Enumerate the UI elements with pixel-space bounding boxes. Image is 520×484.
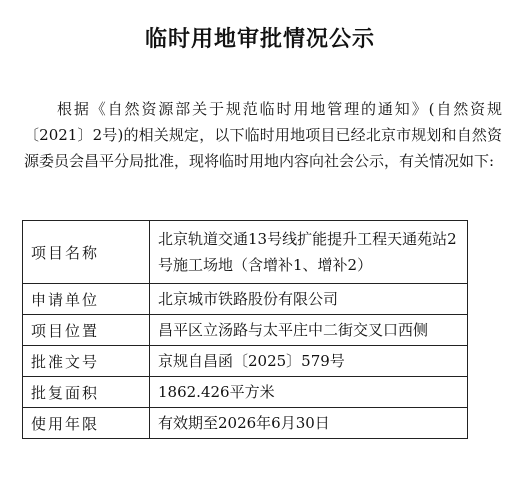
page-title: 临时用地审批情况公示: [144, 27, 375, 52]
row-label-applicant: 申请单位: [23, 284, 150, 315]
table-row: [23, 221, 468, 284]
row-label-location: 项目位置: [23, 315, 150, 346]
row-value-project-name: 北京轨道交通13号线扩能提升工程天通苑站2号施工场地（含增补1、增补2）: [150, 221, 468, 284]
row-value-approval-number: 京规自昌函〔2025〕579号: [150, 346, 468, 377]
row-value-location: 昌平区立汤路与太平庄中二街交叉口西侧: [150, 315, 468, 346]
row-value-term: 有效期至2026年6月30日: [150, 408, 468, 439]
table-row: [23, 346, 468, 377]
row-label-approval-number: 批准文号: [23, 346, 150, 377]
intro-paragraph: 根据《自然资源部关于规范临时用地管理的通知》(自然资规〔2021〕2号)的相关规定，以下临时用地项目已经北京市规划和自然资源委员会昌平分局批准，现将临时用地内容向社会公示，有关情况如下:: [24, 100, 502, 170]
table-row: [23, 315, 468, 346]
row-value-applicant: 北京城市铁路股份有限公司: [150, 284, 468, 315]
table-row: [23, 284, 468, 315]
row-label-term: 使用年限: [23, 408, 150, 439]
approval-info-table: [22, 220, 468, 439]
row-value-area: 1862.426平方米: [150, 377, 468, 408]
row-label-project-name: 项目名称: [23, 221, 150, 284]
table-row: [23, 408, 468, 439]
table-row: [23, 377, 468, 408]
row-label-area: 批复面积: [23, 377, 150, 408]
